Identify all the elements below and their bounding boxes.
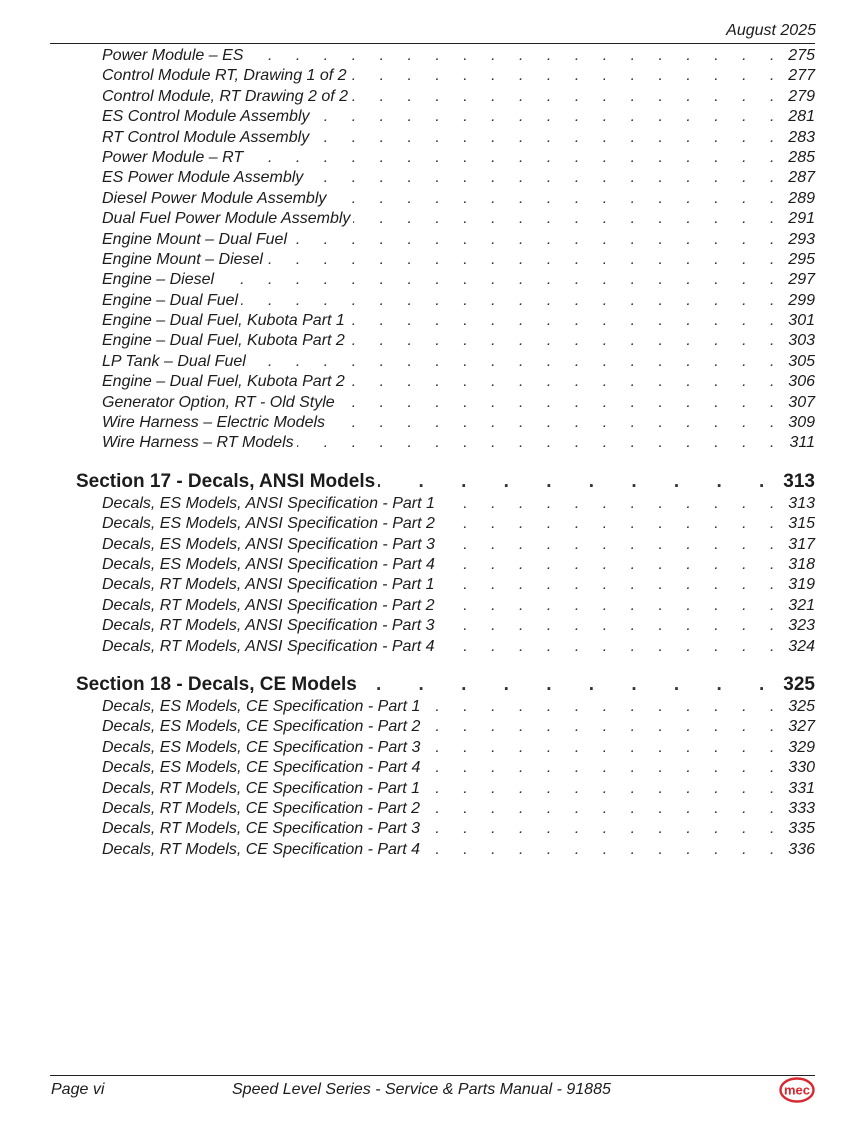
toc-entry[interactable] <box>0 555 866 575</box>
toc-entry-page: 317 <box>788 535 815 553</box>
toc-entry[interactable] <box>0 575 866 595</box>
toc-entry-title: Engine – Dual Fuel, Kubota Part 2 <box>102 332 345 350</box>
toc-entry-page: 283 <box>788 128 815 146</box>
toc-entry-page: 307 <box>788 393 815 411</box>
header-rule <box>50 43 815 44</box>
footer-manual-title: Speed Level Series - Service & Parts Manual - 91885 <box>232 1081 611 1098</box>
section-title: Section 17 - Decals, ANSI Models <box>76 470 376 492</box>
toc-entry-title: Decals, RT Models, ANSI Specification - Part 2 <box>102 596 435 614</box>
toc-entry[interactable] <box>0 433 866 453</box>
toc-entry-title: Decals, ES Models, ANSI Specification - Part 2 <box>102 515 435 533</box>
toc-entry-page: 313 <box>788 494 815 512</box>
toc-entry-page: 318 <box>788 555 815 573</box>
dot-leader <box>438 596 784 616</box>
dot-leader <box>348 311 784 331</box>
table-of-contents <box>0 46 866 860</box>
dot-leader <box>313 107 785 127</box>
toc-entry[interactable] <box>0 270 866 290</box>
toc-entry-page: 315 <box>788 515 815 533</box>
toc-entry-title: Wire Harness – RT Models <box>102 434 294 452</box>
toc-entry-title: Wire Harness – Electric Models <box>102 414 326 432</box>
toc-entry-title: Decals, ES Models, ANSI Specification - Part 3 <box>102 535 435 553</box>
toc-entry-page: 329 <box>788 738 815 756</box>
dot-leader <box>378 470 780 494</box>
toc-entry[interactable] <box>0 189 866 209</box>
dot-leader <box>438 555 784 575</box>
toc-entry[interactable] <box>0 168 866 188</box>
dot-leader <box>266 250 784 270</box>
dot-leader <box>348 372 784 392</box>
dot-leader <box>438 494 784 514</box>
dot-leader <box>438 514 784 534</box>
dot-leader <box>312 128 784 148</box>
toc-entry-page: 336 <box>788 840 815 858</box>
toc-entry-page: 335 <box>788 820 815 838</box>
dot-leader <box>338 393 784 413</box>
dot-leader <box>351 87 784 107</box>
section-page: 313 <box>783 470 815 492</box>
toc-entry-page: 327 <box>788 718 815 736</box>
toc-entry-title: Decals, RT Models, CE Specification - Part 1 <box>102 779 421 797</box>
toc-entry[interactable] <box>0 107 866 127</box>
toc-entry[interactable] <box>0 148 866 168</box>
toc-entry-page: 291 <box>788 210 815 228</box>
toc-entry-page: 311 <box>789 434 815 452</box>
toc-entry-page: 295 <box>788 250 815 268</box>
footer-rule <box>50 1075 815 1076</box>
toc-entry-page: 277 <box>788 67 815 85</box>
toc-entry-page: 279 <box>788 87 815 105</box>
toc-entry-title: Control Module, RT Drawing 2 of 2 <box>102 87 349 105</box>
dot-leader <box>423 840 784 860</box>
toc-entry-page: 324 <box>788 637 815 655</box>
toc-entry[interactable] <box>0 779 866 799</box>
toc-entry-page: 323 <box>788 617 815 635</box>
dot-leader <box>329 189 784 209</box>
toc-entry-title: Decals, RT Models, CE Specification - Part 2 <box>102 799 421 817</box>
toc-entry-page: 287 <box>788 169 815 187</box>
dot-leader <box>438 535 784 555</box>
toc-entry-page: 330 <box>788 759 815 777</box>
toc-entry[interactable] <box>0 514 866 534</box>
toc-entry-title: Decals, RT Models, ANSI Specification - Part 3 <box>102 617 435 635</box>
toc-entry-title: Engine Mount – Diesel <box>102 250 263 268</box>
toc-entry[interactable] <box>0 331 866 351</box>
toc-entry[interactable] <box>0 413 866 433</box>
toc-entry-page: 305 <box>788 352 815 370</box>
toc-entry-title: Decals, RT Models, ANSI Specification - Part 4 <box>102 637 435 655</box>
toc-entry-title: Decals, ES Models, CE Specification - Part 2 <box>102 718 421 736</box>
dot-leader <box>423 819 784 839</box>
toc-section-18[interactable] <box>0 673 866 697</box>
toc-entry[interactable] <box>0 738 866 758</box>
toc-entry-page: 293 <box>788 230 815 248</box>
toc-entry-title: Decals, RT Models, CE Specification - Part 4 <box>102 840 421 858</box>
toc-entry[interactable] <box>0 799 866 819</box>
toc-entry[interactable] <box>0 840 866 860</box>
toc-entry-page: 333 <box>788 799 815 817</box>
dot-leader <box>423 697 784 717</box>
toc-entry-title: Power Module – ES <box>102 47 244 64</box>
header-date: August 2025 <box>726 22 816 39</box>
toc-entry-page: 297 <box>788 271 815 289</box>
toc-entry[interactable] <box>0 66 866 86</box>
toc-entry-page: 299 <box>788 291 815 309</box>
toc-entry[interactable] <box>0 46 866 66</box>
toc-entry-title: Power Module – RT <box>102 148 244 166</box>
toc-entry-page: 281 <box>788 108 815 126</box>
toc-entry-title: Diesel Power Module Assembly <box>102 189 327 207</box>
dot-leader <box>360 673 780 697</box>
toc-entry-page: 301 <box>788 312 815 330</box>
section-page: 325 <box>783 673 815 695</box>
dot-leader <box>249 352 784 372</box>
toc-entry-title: Decals, ES Models, ANSI Specification - Part 1 <box>102 494 435 512</box>
toc-section-17[interactable] <box>0 470 866 494</box>
toc-entry-title: Decals, RT Models, CE Specification - Part 3 <box>102 820 421 838</box>
dot-leader <box>438 616 784 636</box>
toc-entry-title: Control Module RT, Drawing 1 of 2 <box>102 67 347 85</box>
dot-leader <box>328 413 784 433</box>
toc-entry[interactable] <box>0 637 866 657</box>
toc-entry-title: Decals, ES Models, CE Specification - Part 4 <box>102 759 421 777</box>
toc-entry[interactable] <box>0 616 866 636</box>
dot-leader <box>246 148 784 168</box>
toc-entry-title: LP Tank – Dual Fuel <box>102 352 246 370</box>
section-title: Section 18 - Decals, CE Models <box>76 673 357 695</box>
dot-leader <box>438 575 784 595</box>
footer-page-number: Page vi <box>51 1081 105 1098</box>
dot-leader <box>241 291 784 311</box>
toc-entry[interactable] <box>0 819 866 839</box>
toc-entry[interactable] <box>0 230 866 250</box>
toc-entry[interactable] <box>0 717 866 737</box>
toc-entry[interactable] <box>0 352 866 372</box>
toc-entry[interactable] <box>0 596 866 616</box>
toc-entry[interactable] <box>0 372 866 392</box>
toc-entry-title: Decals, RT Models, ANSI Specification - Part 1 <box>102 576 435 594</box>
toc-entry[interactable] <box>0 250 866 270</box>
dot-leader <box>438 637 784 657</box>
toc-entry[interactable] <box>0 209 866 229</box>
toc-entry[interactable] <box>0 291 866 311</box>
toc-entry-title: ES Power Module Assembly <box>102 169 304 187</box>
toc-entry[interactable] <box>0 311 866 331</box>
dot-leader <box>217 270 784 290</box>
dot-leader <box>423 799 784 819</box>
toc-entry-title: Decals, ES Models, CE Specification - Part 1 <box>102 697 421 715</box>
toc-entry[interactable] <box>0 128 866 148</box>
toc-entry-title: ES Control Module Assembly <box>102 108 310 126</box>
toc-entry-title: RT Control Module Assembly <box>102 128 310 146</box>
toc-entry-page: 275 <box>788 47 815 64</box>
toc-entry-page: 309 <box>788 414 815 432</box>
toc-entry-page: 285 <box>788 148 815 166</box>
toc-entry-title: Engine Mount – Dual Fuel <box>102 230 287 248</box>
dot-leader <box>423 738 784 758</box>
toc-section-17-list <box>0 494 866 657</box>
toc-entry-page: 331 <box>788 779 815 797</box>
toc-top-list <box>0 46 866 454</box>
toc-section-18-list <box>0 697 866 860</box>
toc-entry-title: Generator Option, RT - Old Style <box>102 393 335 411</box>
toc-entry-page: 319 <box>788 576 815 594</box>
dot-leader <box>423 717 784 737</box>
dot-leader <box>350 66 784 86</box>
toc-entry[interactable] <box>0 494 866 514</box>
toc-entry[interactable] <box>0 697 866 717</box>
mec-logo <box>779 1077 815 1103</box>
toc-entry-page: 306 <box>788 373 815 391</box>
toc-entry-page: 289 <box>788 189 815 207</box>
dot-leader <box>423 779 784 799</box>
dot-leader <box>348 331 784 351</box>
toc-entry-title: Decals, ES Models, CE Specification - Part 3 <box>102 738 421 756</box>
toc-entry-title: Decals, ES Models, ANSI Specification - Part 4 <box>102 555 435 573</box>
dot-leader <box>423 758 784 778</box>
dot-leader <box>306 168 784 188</box>
toc-entry-page: 303 <box>788 332 815 350</box>
toc-entry-title: Engine – Dual Fuel, Kubota Part 1 <box>102 312 345 330</box>
toc-entry[interactable] <box>0 758 866 778</box>
toc-entry[interactable] <box>0 87 866 107</box>
toc-entry-title: Engine – Dual Fuel <box>102 291 239 309</box>
dot-leader <box>297 433 784 453</box>
toc-entry-page: 321 <box>788 596 815 614</box>
toc-entry-title: Engine – Diesel <box>102 271 215 289</box>
dot-leader <box>353 209 784 229</box>
toc-entry-page: 325 <box>788 697 815 715</box>
toc-entry[interactable] <box>0 535 866 555</box>
toc-entry-title: Engine – Dual Fuel, Kubota Part 2 <box>102 373 345 391</box>
dot-leader <box>290 230 784 250</box>
toc-entry-title: Dual Fuel Power Module Assembly <box>102 210 351 228</box>
toc-entry[interactable] <box>0 393 866 413</box>
dot-leader <box>246 46 784 66</box>
logo-text: mec <box>783 1082 811 1098</box>
